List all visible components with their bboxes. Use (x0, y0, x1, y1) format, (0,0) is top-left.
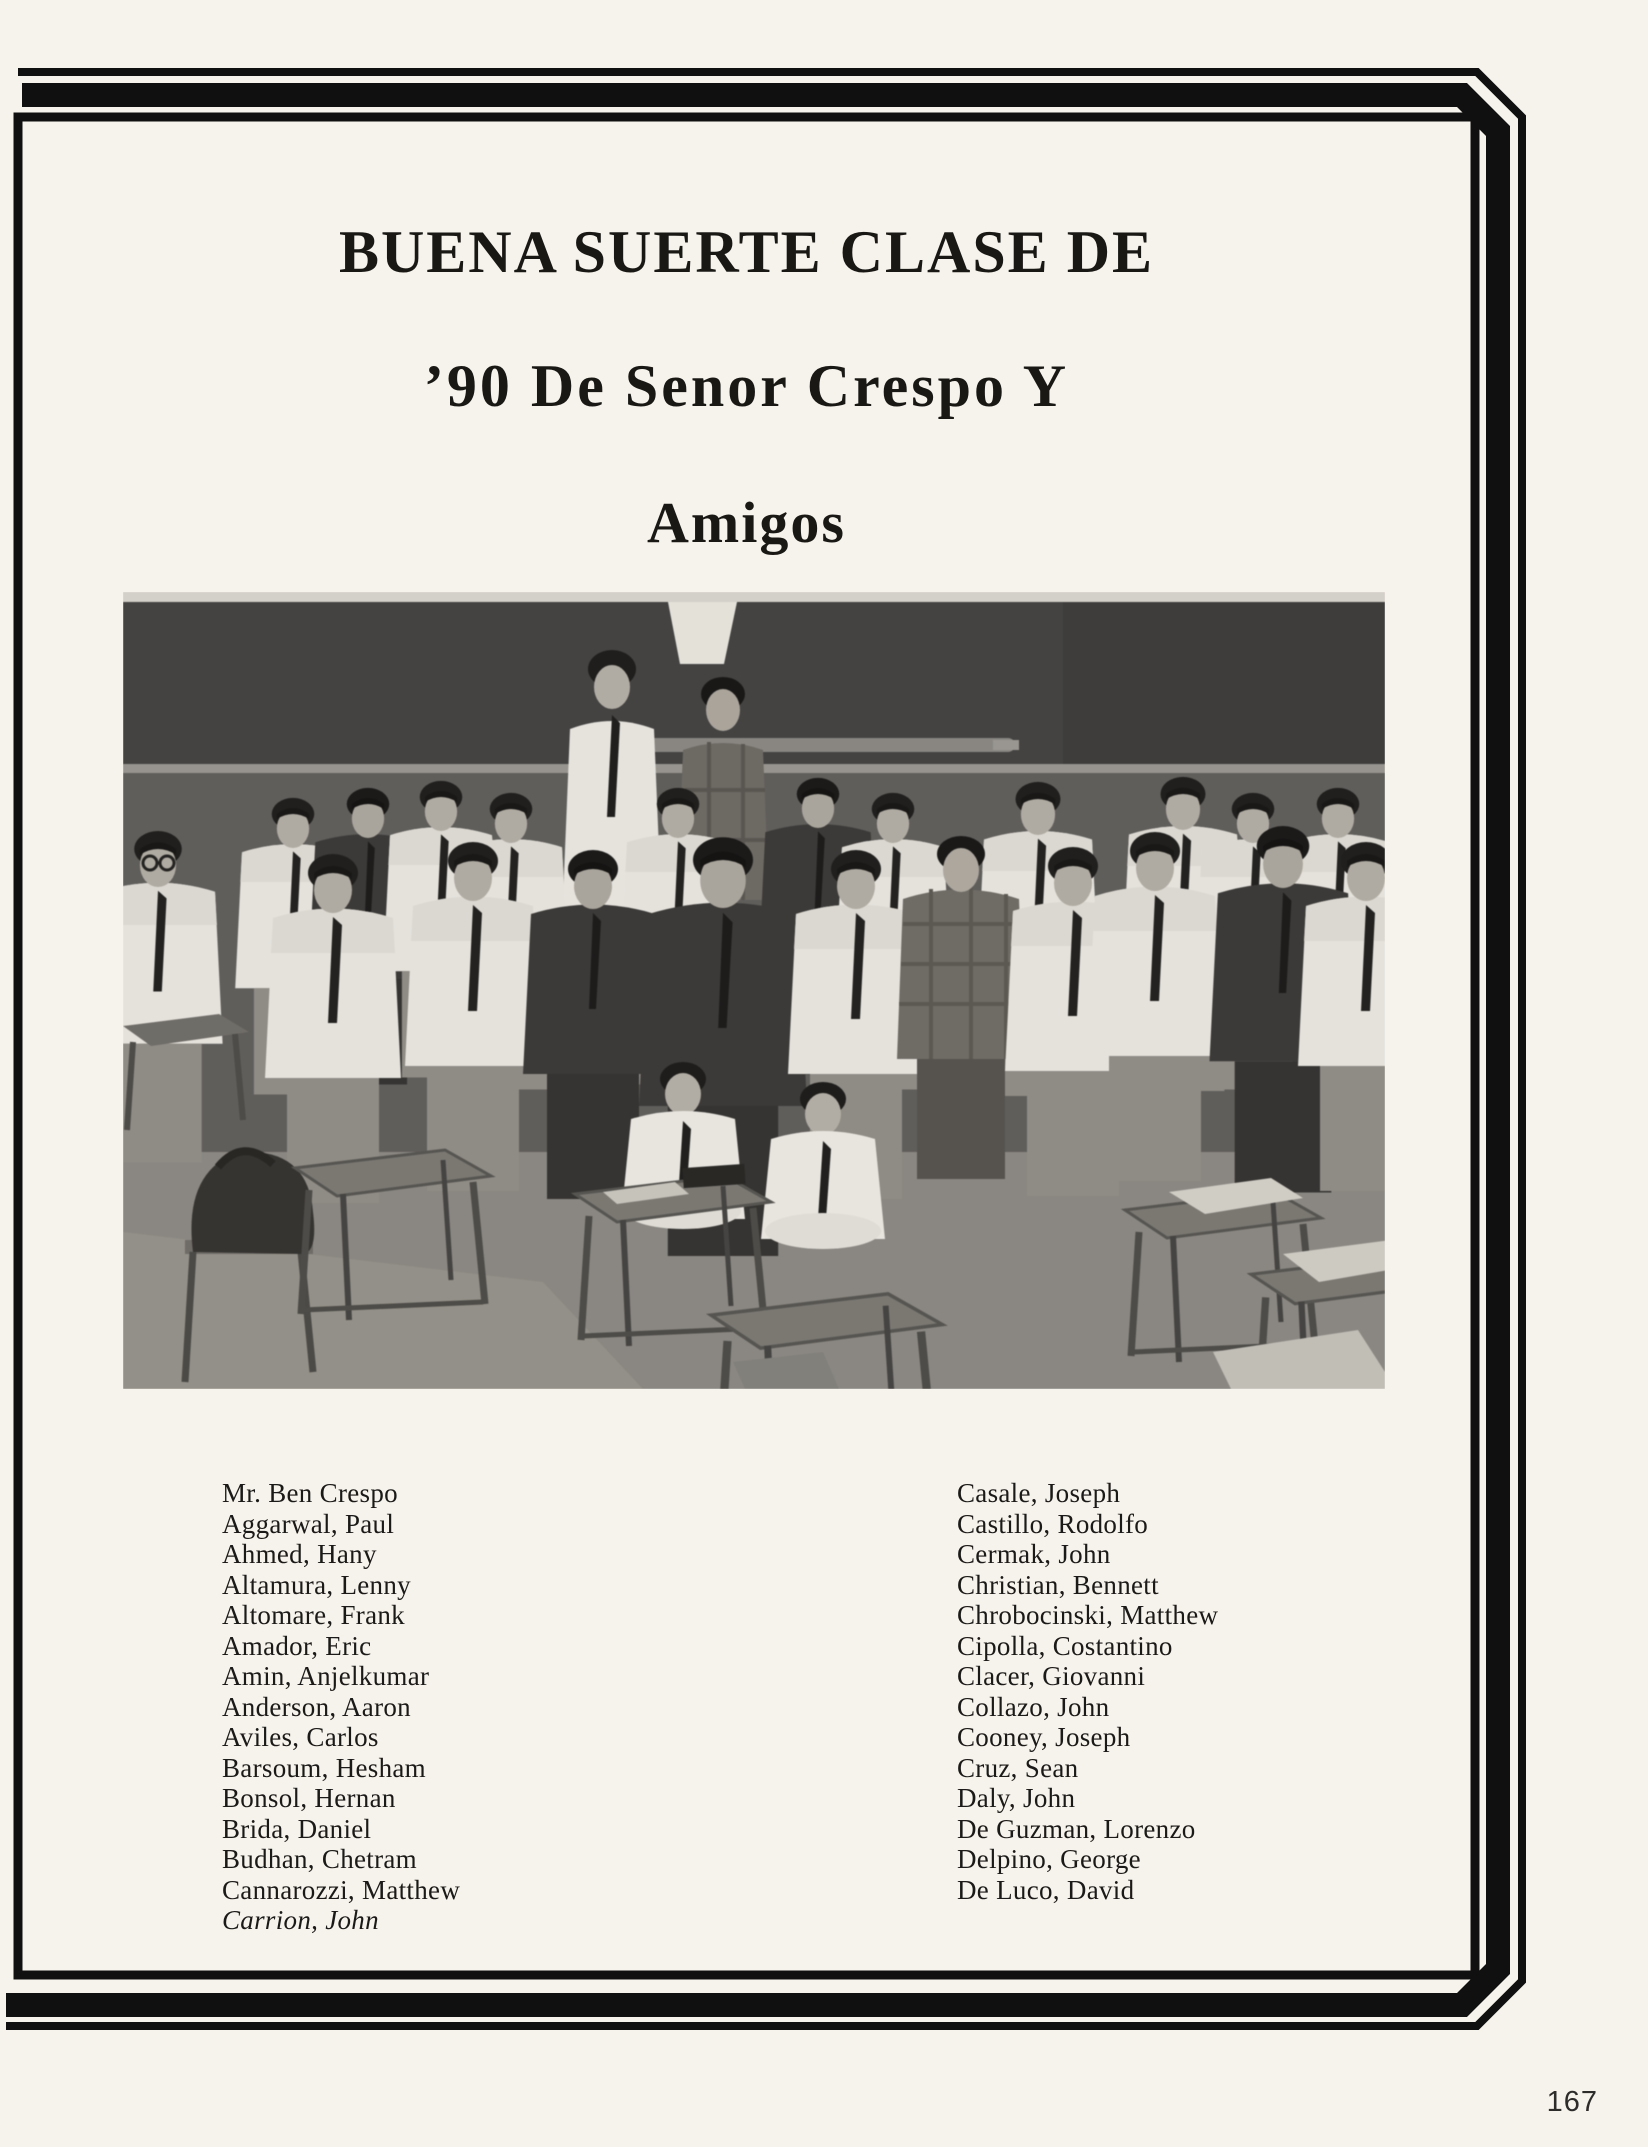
roster-entry: Mr. Ben Crespo (222, 1478, 398, 1508)
roster-entry: Ahmed, Hany (222, 1539, 377, 1569)
roster-entry: Bonsol, Hernan (222, 1783, 396, 1813)
roster-entry: Delpino, George (957, 1844, 1141, 1874)
roster-entry: Collazo, John (957, 1691, 1110, 1722)
roster-entry: Cooney, Joseph (957, 1722, 1131, 1752)
headline-line-2: ’90 De Senor Crespo Y (423, 353, 1070, 419)
roster-entry: Cannarozzi, Matthew (222, 1874, 461, 1905)
roster-entry: Castillo, Rodolfo (957, 1508, 1149, 1539)
roster-entry: Christian, Bennett (957, 1569, 1159, 1600)
roster-entry: Cermak, John (957, 1539, 1111, 1569)
headline-line-1: BUENA SUERTE CLASE DE (338, 219, 1155, 285)
roster-entry: Barsoum, Hesham (222, 1752, 426, 1783)
roster-entry: Anderson, Aaron (222, 1691, 411, 1722)
roster-entry: Chrobocinski, Matthew (957, 1600, 1219, 1630)
roster-entry: Aggarwal, Paul (222, 1508, 395, 1539)
roster-entry: Altomare, Frank (222, 1600, 405, 1630)
roster-entry: Casale, Joseph (957, 1478, 1121, 1508)
roster-entry: Carrion, John (222, 1905, 379, 1935)
roster-entry: Amador, Eric (222, 1630, 372, 1661)
roster-column-right (957, 1478, 1218, 1905)
roster-entry: Cipolla, Costantino (957, 1630, 1173, 1661)
roster-entry: Cruz, Sean (957, 1752, 1079, 1783)
roster-entry: De Guzman, Lorenzo (957, 1813, 1196, 1844)
class-photo (123, 592, 1385, 1389)
page-number: 167 (1546, 2086, 1598, 2118)
roster-entry: Clacer, Giovanni (957, 1661, 1146, 1691)
roster-entry: Altamura, Lenny (222, 1569, 411, 1600)
roster-entry: De Luco, David (957, 1874, 1135, 1905)
roster-column-left (222, 1478, 460, 1936)
roster-entry: Aviles, Carlos (222, 1722, 379, 1752)
roster-entry: Budhan, Chetram (222, 1844, 417, 1874)
roster-entry: Daly, John (957, 1783, 1076, 1813)
roster-entry: Brida, Daniel (222, 1813, 372, 1844)
headline-line-3: Amigos (647, 490, 846, 555)
roster-entry: Amin, Anjelkumar (222, 1661, 430, 1691)
